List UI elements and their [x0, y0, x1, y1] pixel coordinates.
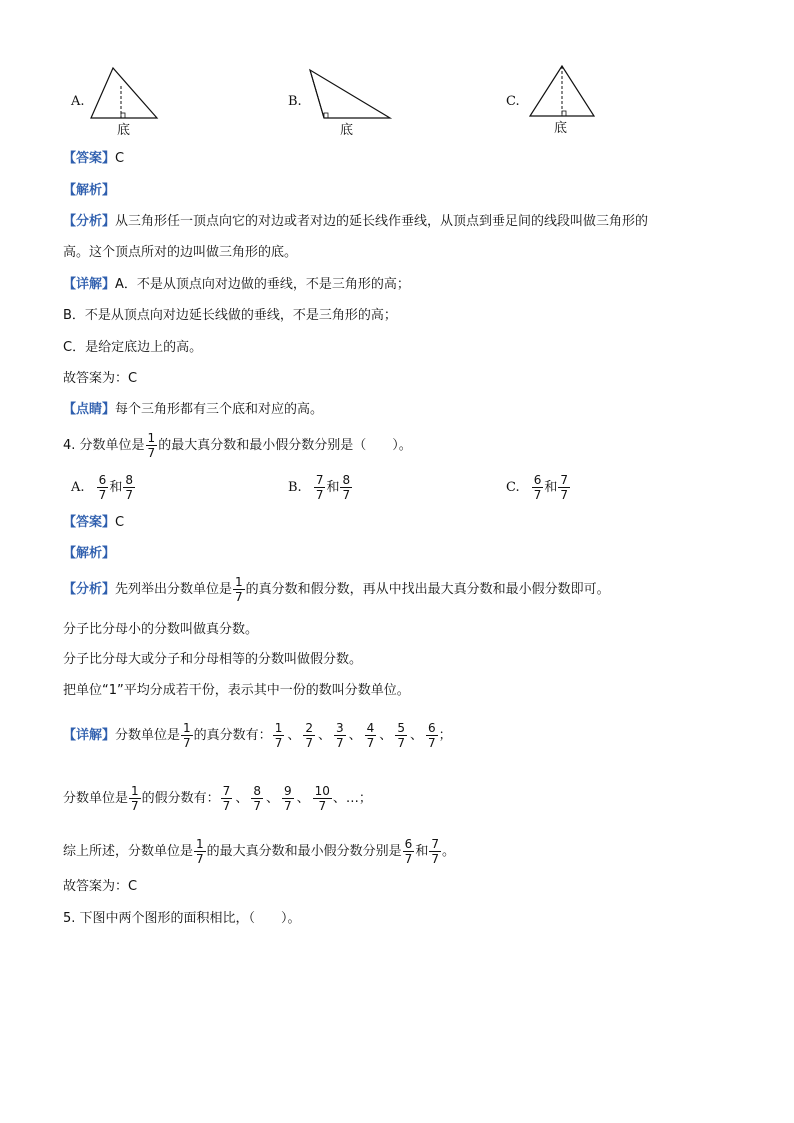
q4-option-c-f1: $\frac{6}{7}$ [533, 473, 542, 502]
q4-option-b-f1: $\frac{7}{7}$ [315, 473, 324, 502]
q3-option-b-base: 底 [340, 123, 354, 138]
q4-option-c [506, 472, 571, 504]
q3-xiangjie-a-text: A．不是从顶点向对边做的垂线，不是三角形的高； [115, 277, 410, 292]
q4-improper-list-line [63, 783, 372, 815]
fraction-separator: 、 [409, 728, 423, 743]
q3-triangle-a [85, 62, 175, 142]
q4-summary-pre: 综上所述，分数单位是 [63, 844, 194, 859]
q4-option-a-and: 和 [109, 480, 123, 495]
q3-dianjing-text: 每个三角形都有三个底和对应的高。 [115, 402, 324, 417]
q3-answer-tag: 【答案】 [63, 151, 116, 166]
q4-improper-end: 、…； [332, 791, 372, 806]
q4-improper-unit-fraction: $\frac{1}{7}$ [131, 784, 139, 813]
q4-answer-value: C [115, 515, 125, 530]
q3-fenxi-line1 [63, 214, 648, 230]
q3-triangle-c [522, 60, 602, 140]
fraction-separator: 、 [296, 791, 310, 806]
q4-answer-tag: 【答案】 [63, 515, 116, 530]
list-fraction: $\frac{7}{7}$ [222, 784, 231, 813]
q5-stem: 5. 下图中两个图形的面积相比，（ ）。 [63, 911, 301, 926]
q4-def-improper: 分子比分母大或分子和分母相等的分数叫做假分数。 [63, 652, 363, 667]
q3-conclusion: 故答案为：C [63, 371, 138, 386]
list-fraction: $\frac{6}{7}$ [427, 721, 436, 750]
q4-proper-end: ； [438, 728, 452, 743]
q3-fenxi-tag: 【分析】 [63, 214, 116, 229]
q4-fenxi-tag: 【分析】 [63, 582, 116, 597]
q4-option-c-f2: $\frac{7}{7}$ [560, 473, 569, 502]
q3-dianjing-tag: 【点睛】 [63, 402, 116, 417]
q4-def-proper: 分子比分母小的分数叫做真分数。 [63, 622, 259, 637]
q3-option-a-label: A. [71, 94, 85, 109]
q3-triangle-b [302, 62, 402, 142]
q3-fenxi-line2: 高。这个顶点所对的边叫做三角形的底。 [63, 245, 298, 260]
q3-xiangjie-c: C．是给定底边上的高。 [63, 340, 203, 355]
q4-option-b-and: 和 [326, 480, 340, 495]
fraction-separator: 、 [235, 791, 249, 806]
q4-improper-mid: 的假分数有： [141, 791, 220, 806]
q4-summary-end: 。 [441, 844, 455, 859]
q4-fenxi [63, 574, 610, 606]
q4-summary-f1: $\frac{6}{7}$ [404, 837, 413, 866]
q4-fenxi-fraction: $\frac{1}{7}$ [235, 575, 243, 604]
q3-xiangjie-b: B．不是从顶点向对边延长线做的垂线，不是三角形的高； [63, 308, 397, 323]
q3-xiangjie-a [63, 277, 410, 293]
q4-summary-unit-fraction: $\frac{1}{7}$ [196, 837, 204, 866]
q4-xiangjie-tag: 【详解】 [63, 728, 116, 743]
list-fraction: $\frac{2}{7}$ [305, 721, 313, 750]
q4-def-unit: 把单位“1”平均分成若干份，表示其中一份的数叫分数单位。 [63, 683, 410, 698]
q4-summary-f2: $\frac{7}{7}$ [431, 837, 439, 866]
q3-answer [63, 151, 124, 167]
q4-improper-pre: 分数单位是 [63, 791, 129, 806]
q3-option-a-base: 底 [117, 123, 131, 138]
q4-proper-list-line [63, 720, 452, 752]
q4-option-b-f2: $\frac{8}{7}$ [342, 473, 351, 502]
fraction-separator: 、 [287, 728, 301, 743]
q4-stem-prefix: 4. 分数单位是 [63, 438, 145, 453]
fraction-separator: 、 [265, 791, 279, 806]
q4-stem [63, 430, 412, 462]
q4-stem-suffix: 的最大真分数和最小假分数分别是（ ）。 [158, 438, 412, 453]
q4-improper-fractions [220, 784, 333, 813]
q4-option-a [71, 472, 136, 504]
list-fraction: $\frac{10}{7}$ [314, 784, 330, 813]
q4-fenxi-post: 的真分数和假分数，再从中找出最大真分数和最小假分数即可。 [245, 582, 610, 597]
q3-option-b-label: B. [288, 94, 302, 109]
list-fraction: $\frac{1}{7}$ [274, 721, 283, 750]
fraction-separator: 、 [379, 728, 393, 743]
q3-analysis-heading: 【解析】 [63, 183, 116, 198]
q3-answer-value: C [115, 151, 125, 166]
q4-summary [63, 836, 455, 868]
q4-proper-pre: 分数单位是 [115, 728, 181, 743]
q4-option-a-f2: $\frac{8}{7}$ [125, 473, 133, 502]
q4-option-c-and: 和 [544, 480, 558, 495]
q4-option-a-f1: $\frac{6}{7}$ [98, 473, 107, 502]
list-fraction: $\frac{4}{7}$ [366, 721, 375, 750]
q4-proper-fractions [272, 721, 439, 750]
q3-xiangjie-tag: 【详解】 [63, 277, 116, 292]
fraction-separator: 、 [317, 728, 331, 743]
list-fraction: $\frac{3}{7}$ [336, 721, 344, 750]
q4-summary-mid: 的最大真分数和最小假分数分别是 [206, 844, 402, 859]
q3-dianjing [63, 402, 323, 418]
q4-summary-and: 和 [415, 844, 429, 859]
q4-conclusion: 故答案为：C [63, 879, 138, 894]
q4-option-b-label: B. [288, 480, 302, 495]
list-fraction: $\frac{5}{7}$ [397, 721, 405, 750]
q4-answer [63, 515, 124, 531]
q4-unit-fraction: $\frac{1}{7}$ [147, 431, 156, 460]
q4-option-c-label: C. [506, 480, 520, 495]
q4-proper-unit-fraction: $\frac{1}{7}$ [183, 721, 191, 750]
q3-fenxi-text1: 从三角形任一顶点向它的对边或者对边的延长线作垂线，从顶点到垂足间的线段叫做三角形的 [115, 214, 649, 229]
q3-option-c-label: C. [506, 94, 520, 109]
q4-option-a-label: A. [71, 480, 85, 495]
list-fraction: $\frac{9}{7}$ [283, 784, 292, 813]
q4-fenxi-pre: 先列举出分数单位是 [115, 582, 233, 597]
fraction-separator: 、 [348, 728, 362, 743]
q4-analysis-heading: 【解析】 [63, 546, 116, 561]
list-fraction: $\frac{8}{7}$ [253, 784, 261, 813]
q4-option-b [288, 472, 353, 504]
q3-option-c-base: 底 [554, 121, 568, 136]
q4-proper-mid: 的真分数有： [193, 728, 272, 743]
